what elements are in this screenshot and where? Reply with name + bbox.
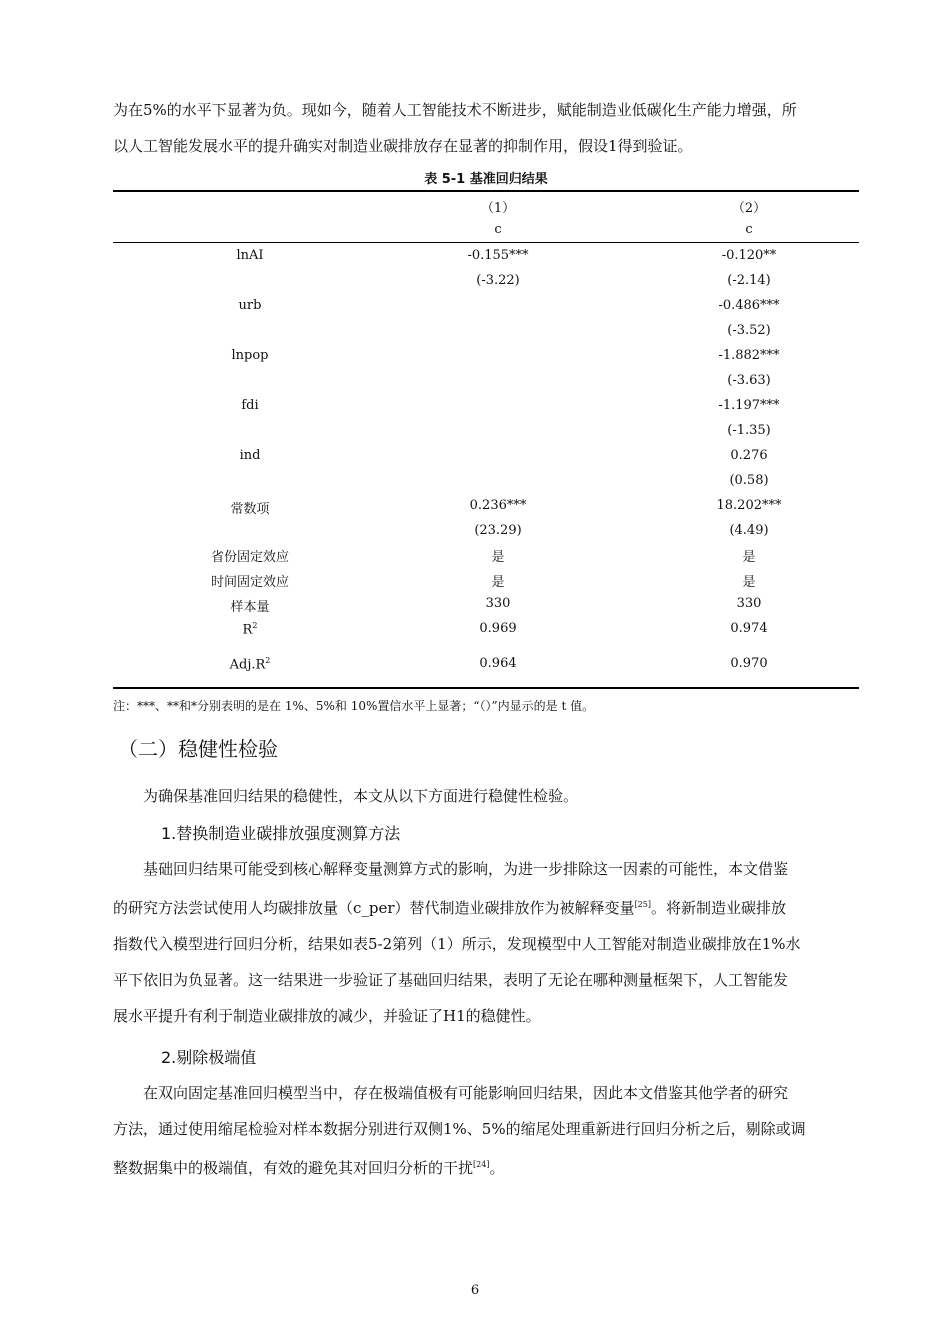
row-label: 样本量 xyxy=(230,600,270,615)
paragraph-line: 为在5%的水平下显著为负。现如今，随着人工智能技术不断进步，赋能制造业低碳化生产能力增强，所 xyxy=(113,101,797,119)
row-label: lnpop xyxy=(231,348,269,363)
paragraph-line: 以人工智能发展水平的提升确实对制造业碳排放存在显著的抑制作用，假设1得到验证。 xyxy=(113,137,693,155)
cell-value: -1.197*** xyxy=(718,398,780,413)
row-label: fdi xyxy=(241,398,259,413)
paragraph-line: 为确保基准回归结果的稳健性，本文从以下方面进行稳健性检验。 xyxy=(143,787,579,805)
cell-value: 是 xyxy=(491,575,505,590)
table-note: 注：***、**和*分别表明的是在 1%、5%和 10%置信水平上显著；“（）”内显示的是 t 值。 xyxy=(113,699,595,713)
text-run: 的研究方法尝试使用人均碳排放量（c_per）替代制造业碳排放作为被解释变量 xyxy=(113,899,635,917)
adj-r2-superscript: 2 xyxy=(265,656,271,665)
cell-value: (0.58) xyxy=(729,473,769,488)
column-number: （2） xyxy=(731,201,767,216)
row-label xyxy=(113,621,387,637)
text-run: 。 xyxy=(489,1159,505,1177)
subsection-heading-2: 2.剔除极端值 xyxy=(161,1048,257,1067)
row-label xyxy=(113,656,387,672)
section-heading: （二）稳健性检验 xyxy=(118,737,278,761)
column-dependent-var: c xyxy=(745,222,753,237)
cell-value: 330 xyxy=(485,596,511,611)
column-number: （1） xyxy=(480,201,516,216)
paragraph-line: 展水平提升有利于制造业碳排放的减少，并验证了H1的稳健性。 xyxy=(113,1007,541,1025)
cell-value: 是 xyxy=(491,550,505,565)
cell-value: 330 xyxy=(736,596,762,611)
paragraph-line xyxy=(113,1147,859,1186)
cell-value: (-3.52) xyxy=(727,323,771,338)
cell-value: -1.882*** xyxy=(718,348,780,363)
cell-value: 0.236*** xyxy=(469,498,527,513)
citation[interactable]: [25] xyxy=(634,900,651,909)
table-bottom-rule xyxy=(113,687,859,689)
cell-value: 18.202*** xyxy=(716,498,782,513)
intro-paragraph xyxy=(113,92,859,164)
cell-value: (-3.22) xyxy=(476,273,520,288)
subsection-1-paragraph xyxy=(113,851,859,1034)
table-top-rule xyxy=(113,190,859,192)
cell-value: (-2.14) xyxy=(727,273,771,288)
row-label: 时间固定效应 xyxy=(210,575,289,590)
table-header-rule xyxy=(113,242,859,243)
r2-superscript: 2 xyxy=(252,621,258,630)
cell-value: -0.120** xyxy=(721,248,777,263)
cell-value: (-3.63) xyxy=(727,373,771,388)
adj-r2-label: Adj.R xyxy=(229,657,266,673)
r2-label: R xyxy=(242,622,253,638)
citation[interactable]: [24] xyxy=(473,1160,490,1169)
cell-value: (23.29) xyxy=(474,523,522,538)
paragraph-line: 在双向固定基准回归模型当中，存在极端值极有可能影响回归结果，因此本文借鉴其他学者的研究 xyxy=(143,1084,789,1102)
row-label: urb xyxy=(238,298,262,313)
cell-value: (-1.35) xyxy=(727,423,771,438)
table-caption: 表 5-1 基准回归结果 xyxy=(424,172,548,187)
cell-value: 0.964 xyxy=(479,656,517,671)
paragraph-line: 指数代入模型进行回归分析，结果如表5-2第列（1）所示，发现模型中人工智能对制造业碳排放在1%水 xyxy=(113,935,801,953)
row-label: ind xyxy=(239,448,261,463)
row-label: 省份固定效应 xyxy=(210,550,289,565)
cell-value: -0.486*** xyxy=(718,298,780,313)
page-number: 6 xyxy=(470,1283,480,1298)
section-intro xyxy=(113,778,859,814)
cell-value: 0.974 xyxy=(730,621,768,636)
column-dependent-var: c xyxy=(494,222,502,237)
subsection-heading-1: 1.替换制造业碳排放强度测算方法 xyxy=(161,824,401,843)
subsection-2-paragraph xyxy=(113,1075,859,1186)
text-run: 。将新制造业碳排放 xyxy=(650,899,786,917)
cell-value: 是 xyxy=(742,575,756,590)
cell-value: 0.970 xyxy=(730,656,768,671)
cell-value: -0.155*** xyxy=(467,248,529,263)
cell-value: (4.49) xyxy=(729,523,769,538)
paragraph-line xyxy=(113,887,859,926)
paragraph-line: 基础回归结果可能受到核心解释变量测算方式的影响，为进一步排除这一因素的可能性，本文借鉴 xyxy=(143,860,789,878)
cell-value: 0.969 xyxy=(479,621,517,636)
paragraph-line: 方法，通过使用缩尾检验对样本数据分别进行双侧1%、5%的缩尾处理重新进行回归分析之后，剔除或调 xyxy=(113,1120,806,1138)
text-run: 整数据集中的极端值，有效的避免其对回归分析的干扰 xyxy=(113,1159,474,1177)
row-label: lnAI xyxy=(236,248,264,263)
row-label: 常数项 xyxy=(230,502,270,517)
cell-value: 0.276 xyxy=(730,448,768,463)
paragraph-line: 平下依旧为负显著。这一结果进一步验证了基础回归结果，表明了无论在哪种测量框架下，人工智能发 xyxy=(113,971,789,989)
cell-value: 是 xyxy=(742,550,756,565)
